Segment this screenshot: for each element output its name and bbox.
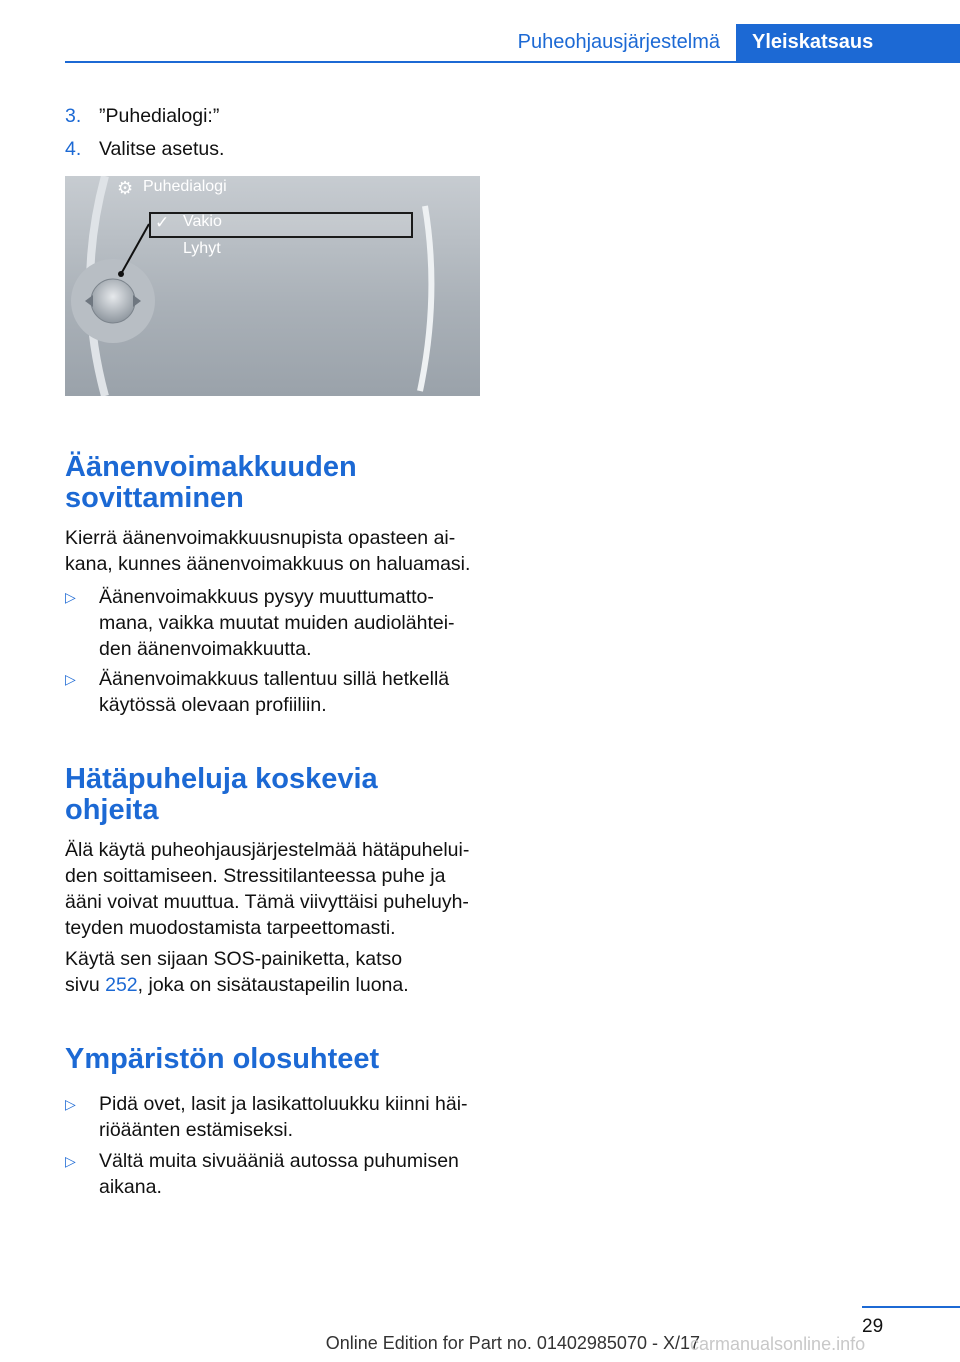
- watermark: carmanualsonline.info: [690, 1334, 866, 1354]
- idrive-screen-image: [65, 176, 480, 396]
- text-line: Vältä muita sivuääniä autossa puhumisen: [99, 1150, 459, 1172]
- step-3: [65, 103, 485, 129]
- text-line: [65, 972, 495, 998]
- text-line: Kierrä äänenvoimakkuusnupista opasteen ai-: [65, 527, 456, 549]
- triangle-bullet-icon: ▷: [65, 589, 76, 605]
- bullet-item: [65, 666, 485, 720]
- right-arc: [420, 206, 431, 391]
- check-icon: ✓: [155, 213, 170, 232]
- header-section-title: Puheohjausjärjestelmä: [517, 31, 720, 53]
- step-number: 4.: [65, 138, 82, 160]
- text-line: mana, vaikka muutat muiden audiolähtei-: [99, 612, 455, 634]
- bullet-item: [65, 584, 485, 664]
- paragraph-emergency: [65, 837, 495, 941]
- text-line: riöäänten estämiseksi.: [99, 1119, 294, 1141]
- section-title-emergency: [65, 764, 485, 826]
- text-line: Äänenvoimakkuus pysyy muuttumatto-: [99, 586, 434, 608]
- text-line: Äänenvoimakkuus tallentuu sillä hetkellä: [99, 668, 450, 690]
- step-text: Valitse asetus.: [99, 138, 225, 160]
- text-line: den soittamiseen. Stressitilanteessa puhe ja: [65, 865, 446, 887]
- text-line: Pidä ovet, lasit ja lasikattoluukku kiinni häi-: [99, 1093, 468, 1115]
- bullet-item: [65, 1091, 485, 1145]
- title-line: ohjeita: [65, 794, 159, 826]
- menu-option-lyhyt[interactable]: Lyhyt: [183, 240, 221, 257]
- page-link-252[interactable]: 252: [105, 974, 138, 996]
- footer-rule: [862, 1306, 960, 1308]
- footer-edition: Online Edition for Part no. 01402985070 - X/17: [325, 1333, 700, 1353]
- text-span: , joka on sisätaustapeilin luona.: [137, 974, 409, 996]
- title-line: sovittaminen: [65, 482, 244, 514]
- section-title-environment: Ympäristön olosuhteet: [65, 1043, 380, 1075]
- text-line: aikana.: [99, 1176, 162, 1198]
- screen-graphics: [65, 176, 480, 396]
- triangle-bullet-icon: ▷: [65, 671, 76, 687]
- text-line: Käytä sen sijaan SOS-painiketta, katso: [65, 948, 403, 970]
- paragraph-sos: [65, 946, 495, 998]
- step-number: 3.: [65, 105, 82, 127]
- triangle-bullet-icon: ▷: [65, 1096, 76, 1112]
- title-line: Hätäpuheluja koskevia: [65, 763, 378, 795]
- paragraph-volume: [65, 525, 495, 577]
- header-chapter-tab: Yleiskatsaus: [736, 24, 960, 61]
- text-line: teyden muodostamista tarpeettomasti.: [65, 917, 396, 939]
- title-line: Äänenvoimakkuuden: [65, 451, 357, 483]
- pointer-dot: [118, 271, 124, 277]
- page-number: 29: [862, 1316, 884, 1337]
- header-rule: [65, 61, 960, 63]
- section-title-volume: [65, 452, 485, 514]
- text-line: kana, kunnes äänenvoimakkuus on haluamasi.: [65, 553, 471, 575]
- text-span: sivu: [65, 974, 106, 996]
- gear-icon: ⚙: [117, 178, 134, 198]
- text-line: Älä käytä puheohjausjärjestelmää hätäpuhelui-: [65, 839, 470, 861]
- text-line: ääni voivat muuttua. Tämä viivyttäisi puheluyh-: [65, 891, 469, 913]
- text-line: den äänenvoimakkuutta.: [99, 638, 312, 660]
- text-line: käytössä olevaan profiiliin.: [99, 694, 327, 716]
- bullet-item: [65, 1148, 485, 1202]
- step-4: [65, 136, 485, 162]
- controller-knob: [91, 279, 135, 323]
- triangle-bullet-icon: ▷: [65, 1153, 76, 1169]
- step-text: ”Puhedialogi:”: [99, 105, 220, 127]
- screen-title: Puhedialogi: [143, 178, 227, 195]
- menu-option-vakio[interactable]: Vakio: [183, 213, 222, 230]
